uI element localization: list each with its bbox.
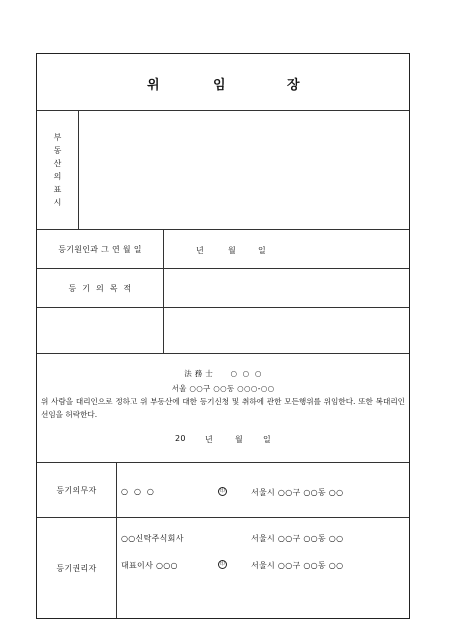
- date-day-label: 일: [258, 246, 267, 255]
- right-holder-label: 등기권리자: [56, 563, 97, 573]
- registration-cause-row: [37, 230, 409, 269]
- title-char-2: 임: [213, 78, 226, 93]
- right-holder-rep-address: 서울시 ○○구 ○○동 ○○: [251, 561, 344, 570]
- delegation-row: [37, 354, 409, 463]
- blank-row: [37, 308, 409, 354]
- agent-address: 서울 ○○구 ○○동 ○○○-○○: [171, 384, 275, 393]
- property-content-cell: [79, 111, 409, 229]
- date-month-label: 월: [228, 246, 237, 255]
- blank-right-cell: [164, 308, 409, 353]
- agent-name: ○ ○ ○: [230, 369, 262, 378]
- registration-cause-date-cell: [164, 230, 409, 268]
- right-holder-row: [37, 518, 409, 618]
- right-holder-rep: 대표이사 ○○○: [121, 561, 178, 570]
- date-year-label: 년: [196, 246, 205, 255]
- property-label-cell: [37, 111, 79, 229]
- registration-cause-label: 등기원인과 그 연 월 일: [58, 244, 142, 254]
- registration-cause-label-cell: [37, 230, 164, 268]
- right-holder-info-cell: [117, 518, 409, 618]
- title-char-1: 위: [147, 78, 160, 93]
- delegation-date-year: 20: [175, 434, 186, 443]
- title-char-3: 장: [287, 78, 300, 93]
- right-holder-company-address: 서울시 ○○구 ○○동 ○○: [251, 534, 344, 543]
- seal-icon: 印: [219, 561, 225, 567]
- blank-left-cell: [37, 308, 164, 353]
- obligor-address: 서울시 ○○구 ○○동 ○○: [251, 488, 344, 497]
- property-row: [37, 111, 409, 230]
- obligor-label: 등기의무자: [56, 485, 97, 495]
- right-holder-company: ○○신탁주식회사: [121, 534, 184, 543]
- title-row: [37, 54, 409, 111]
- delegation-statement: 위 사람을 대리인으로 정하고 위 부동산에 대한 등기신청 및 취하에 관한 모든행위를 위임한다. 또한 복대리인 선임을 허락한다.: [41, 397, 405, 419]
- obligor-name: ○ ○ ○: [121, 487, 155, 496]
- delegation-date-month-label: 월: [235, 435, 244, 444]
- obligor-label-cell: [37, 463, 117, 517]
- right-holder-label-cell: [37, 518, 117, 618]
- purpose-value-cell: [164, 269, 409, 307]
- delegation-date-day-label: 일: [263, 435, 272, 444]
- seal-icon: 印: [219, 488, 225, 494]
- property-label: 부동산의표시: [53, 133, 62, 207]
- agent-line: [37, 368, 409, 379]
- agent-title: 法 務 士: [184, 369, 214, 378]
- obligor-info-cell: [117, 463, 409, 517]
- purpose-label: 등 기 의 목 적: [68, 283, 132, 293]
- obligor-row: [37, 463, 409, 518]
- purpose-row: [37, 269, 409, 308]
- purpose-label-cell: [37, 269, 164, 307]
- delegation-date-year-label: 년: [205, 435, 214, 444]
- power-of-attorney-form: [36, 53, 410, 619]
